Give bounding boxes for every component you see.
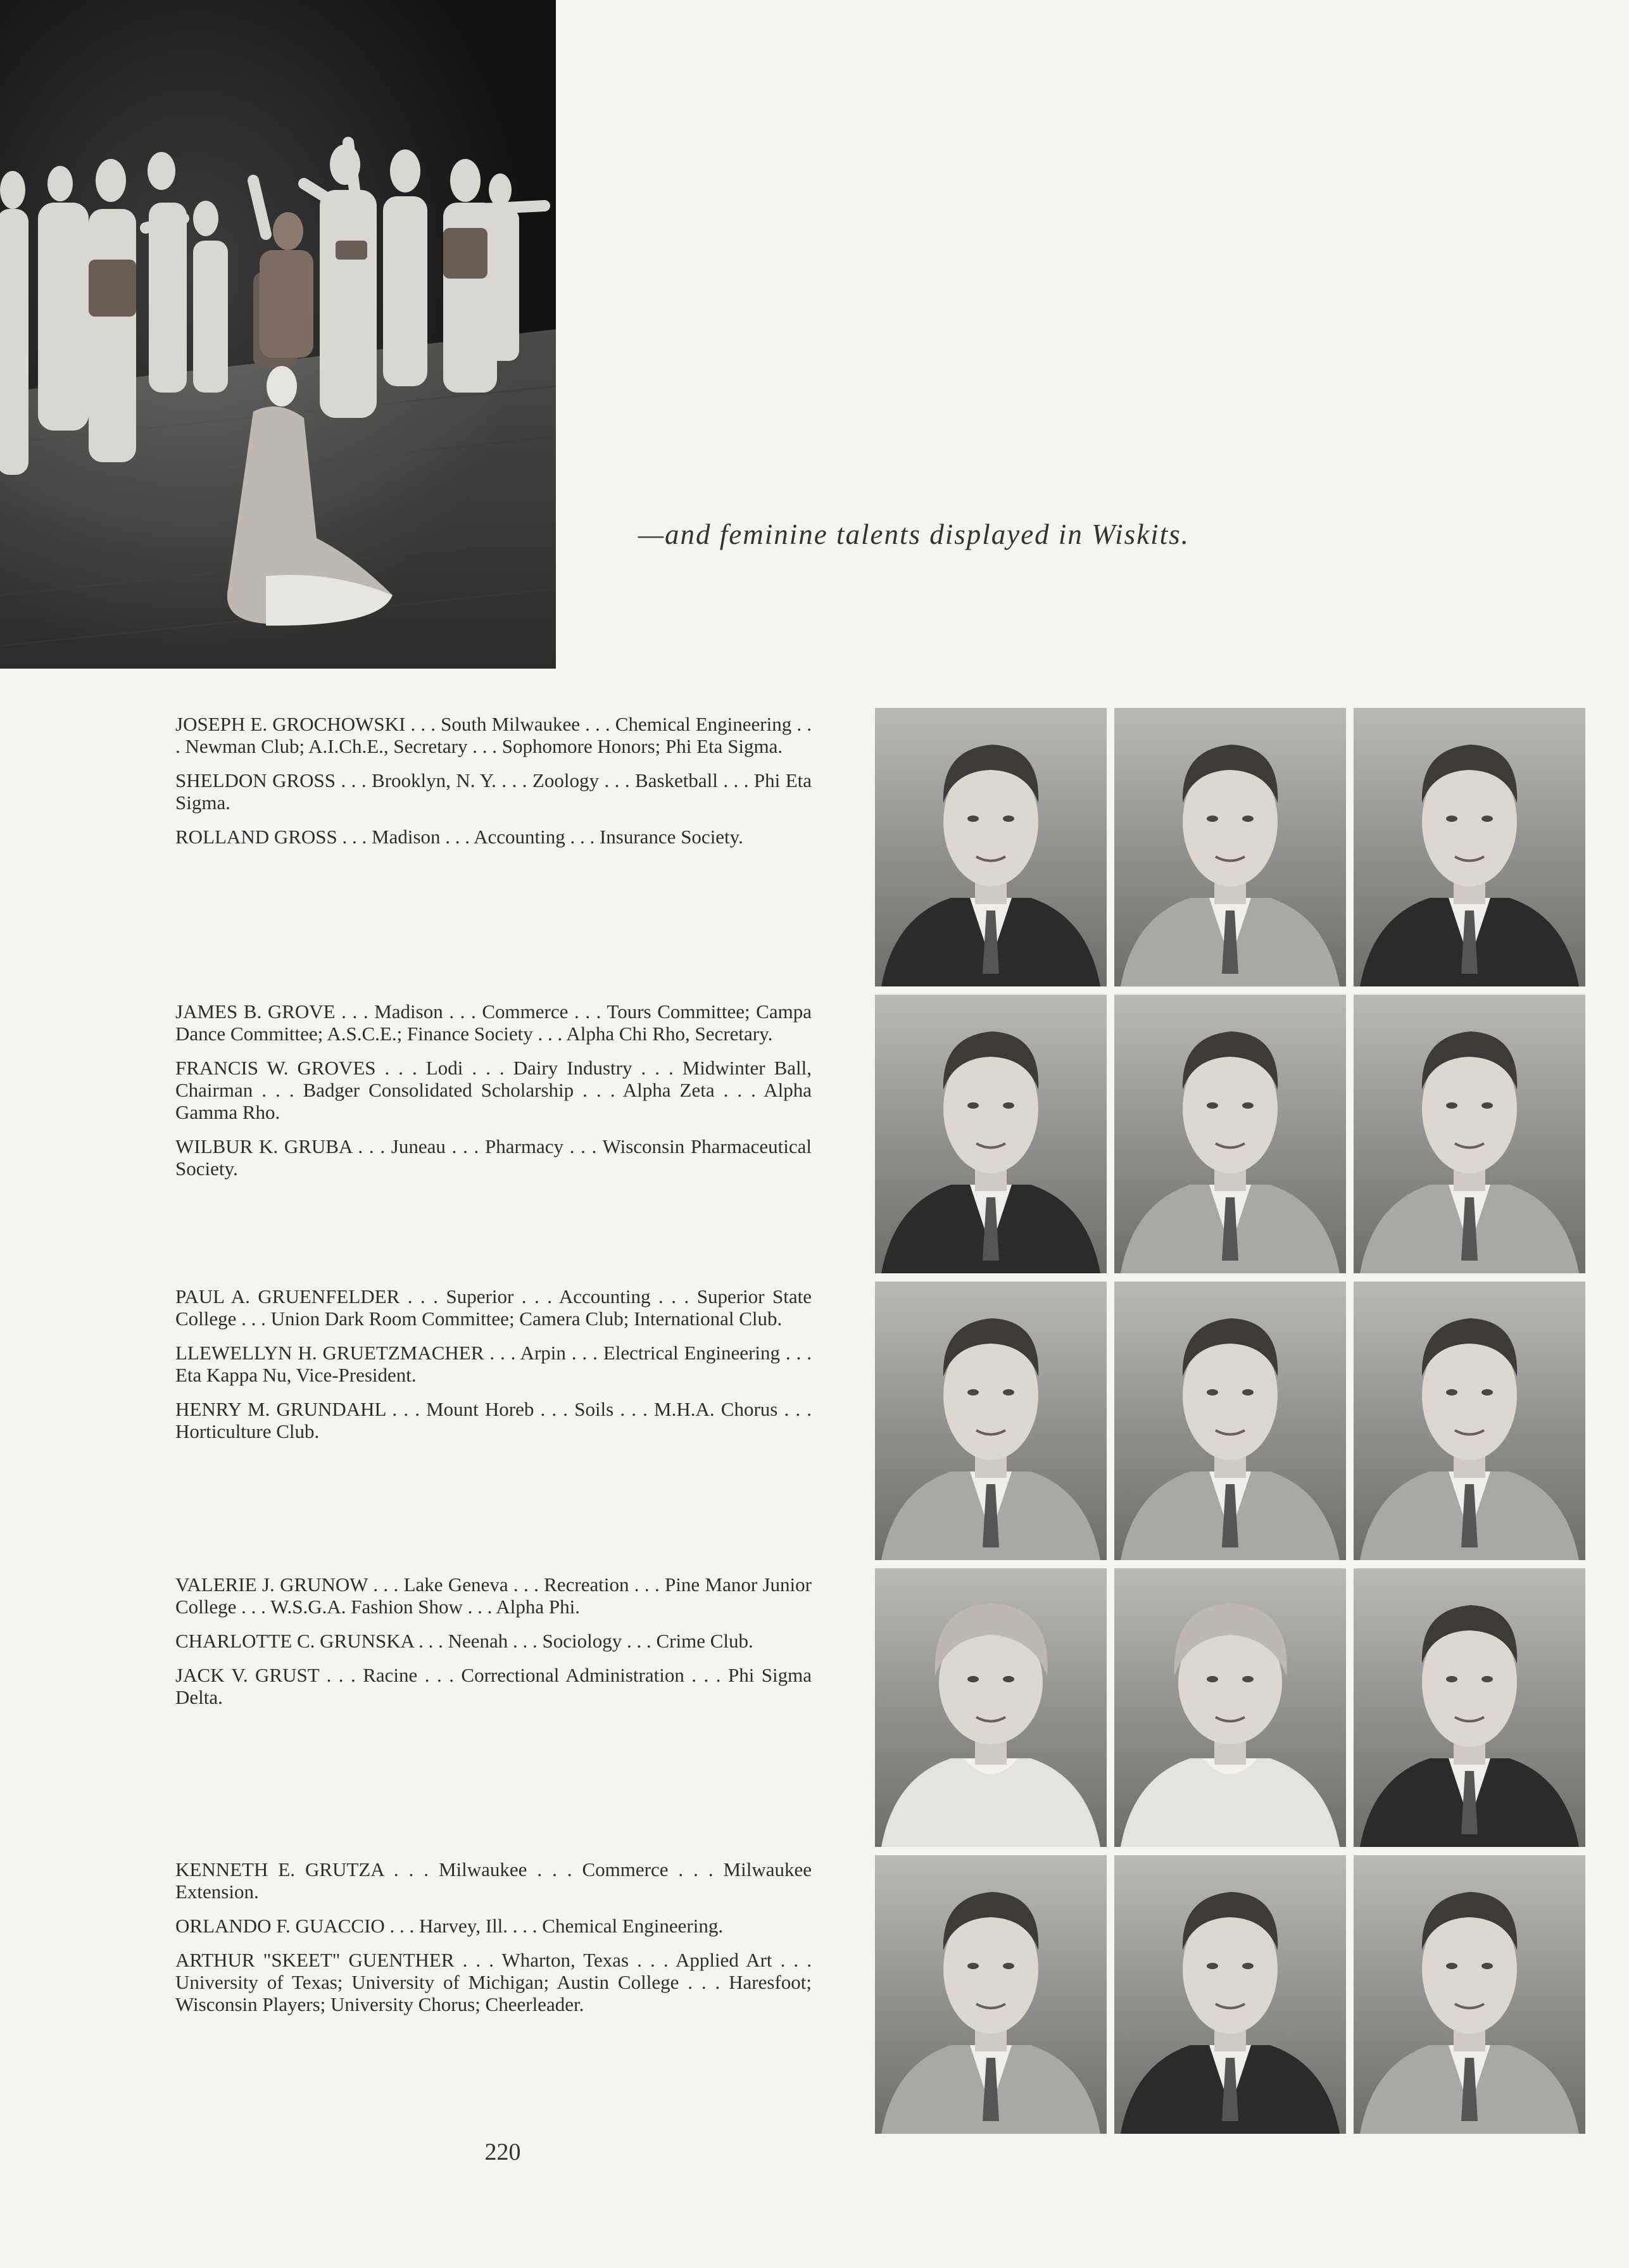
- photo-caption: —and feminine talents displayed in Wiskits.: [638, 519, 1190, 550]
- bio-group-2: [175, 1000, 812, 1192]
- bio-group-3: [175, 1285, 812, 1454]
- bio-entry: CHARLOTTE C. GRUNSKA . . . Neenah . . . Sociology . . . Crime Club.: [175, 1630, 753, 1652]
- bio-entry: WILBUR K. GRUBA . . . Juneau . . . Pharmacy . . . Wisconsin Pharmaceutical Society.: [175, 1135, 812, 1180]
- student-portrait: [1354, 1568, 1585, 1847]
- bio-entry: JACK V. GRUST . . . Racine . . . Correctional Administration . . . Phi Sigma Delta.: [175, 1664, 812, 1708]
- student-portrait: [1114, 708, 1346, 986]
- bio-entry: HENRY M. GRUNDAHL . . . Mount Horeb . . . Soils . . . M.H.A. Chorus . . . Horticulture Club.: [175, 1398, 812, 1442]
- wiskits-stage-photo: [0, 0, 556, 669]
- bio-entry: JAMES B. GROVE . . . Madison . . . Commerce . . . Tours Committee; Campa Dance Committee; A.S.C.E.; Finance Society . . . Alpha Chi Rho, Secretary.: [175, 1000, 812, 1045]
- portrait-grid: [875, 708, 1586, 2136]
- student-portrait: [875, 1568, 1107, 1847]
- bio-group-4: [175, 1573, 812, 1720]
- student-portrait: [1114, 1855, 1346, 2134]
- bio-entry: SHELDON GROSS . . . Brooklyn, N. Y. . . . Zoology . . . Basketball . . . Phi Eta Sigma.: [175, 769, 812, 814]
- bio-entry: PAUL A. GRUENFELDER . . . Superior . . . Accounting . . . Superior State College . . . Union Dark Room Committee; Camera Club; International Club.: [175, 1285, 812, 1330]
- bio-entry: FRANCIS W. GROVES . . . Lodi . . . Dairy Industry . . . Midwinter Ball, Chairman . . . Badger Consolidated Scholarship . . . Alpha Zeta . . . Alpha Gamma Rho.: [175, 1057, 812, 1123]
- student-portrait: [1354, 1855, 1585, 2134]
- student-portrait: [1114, 1568, 1346, 1847]
- bio-entry: VALERIE J. GRUNOW . . . Lake Geneva . . . Recreation . . . Pine Manor Junior College . . . W.S.G.A. Fashion Show . . . Alpha Phi.: [175, 1573, 812, 1618]
- student-portrait: [875, 1855, 1107, 2134]
- bio-entry: KENNETH E. GRUTZA . . . Milwaukee . . . Commerce . . . Milwaukee Extension.: [175, 1858, 812, 1903]
- student-portrait: [1354, 708, 1585, 986]
- bio-entry: ORLANDO F. GUACCIO . . . Harvey, Ill. . . . Chemical Engineering.: [175, 1915, 724, 1937]
- bio-group-5: [175, 1858, 812, 2027]
- bio-entry: LLEWELLYN H. GRUETZMACHER . . . Arpin . . . Electrical Engineering . . . Eta Kappa Nu, Vice-President.: [175, 1342, 812, 1386]
- bio-entry: JOSEPH E. GROCHOWSKI . . . South Milwaukee . . . Chemical Engineering . . . Newman Club; A.I.Ch.E., Secretary . . . Sophomore Honors; Phi Eta Sigma.: [175, 713, 812, 757]
- student-portrait: [1114, 1282, 1346, 1560]
- student-portrait: [875, 995, 1107, 1273]
- page-number: 220: [484, 2139, 521, 2165]
- student-portrait: [1114, 995, 1346, 1273]
- bio-group-1: [175, 713, 812, 860]
- student-portrait: [875, 708, 1107, 986]
- student-portrait: [1354, 1282, 1585, 1560]
- stage-performers-image: [0, 0, 556, 669]
- bio-entry: ROLLAND GROSS . . . Madison . . . Accounting . . . Insurance Society.: [175, 826, 743, 848]
- student-portrait: [875, 1282, 1107, 1560]
- student-portrait: [1354, 995, 1585, 1273]
- bio-entry: ARTHUR "SKEET" GUENTHER . . . Wharton, Texas . . . Applied Art . . . University of Texas; University of Michigan; Austin College . . . Haresfoot; Wisconsin Players; University Chorus; Cheerleader.: [175, 1949, 812, 2015]
